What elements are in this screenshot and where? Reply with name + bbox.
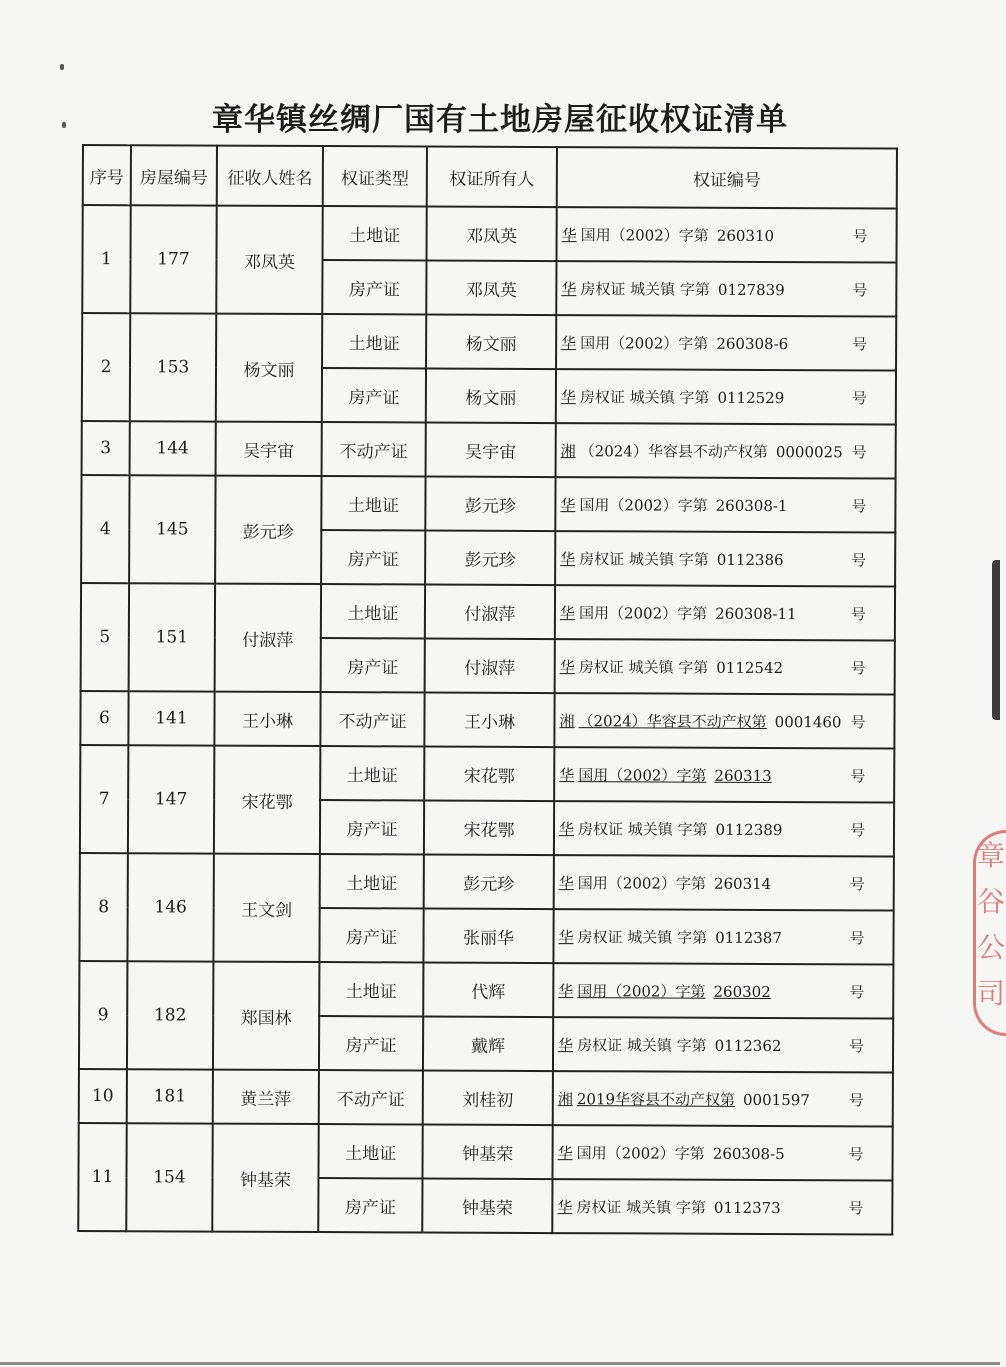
table-row bbox=[80, 853, 894, 911]
cert-suffix: 号 bbox=[848, 1090, 864, 1109]
cert-suffix: 号 bbox=[849, 820, 866, 839]
cert-text: （2024）华容县不动产权第 bbox=[578, 711, 767, 731]
cert-number: 0112529 bbox=[717, 388, 785, 407]
header-cert-owner: 权证所有人 bbox=[427, 147, 557, 208]
cert-suffix: 号 bbox=[848, 1198, 864, 1217]
table-row bbox=[80, 691, 894, 749]
cell-name: 彭元珍 bbox=[215, 476, 321, 584]
cell-cert-type: 房产证 bbox=[318, 1178, 422, 1232]
cell-house-no: 147 bbox=[128, 745, 214, 853]
cell-name: 王小琳 bbox=[214, 692, 320, 746]
cell-seq: 9 bbox=[79, 961, 127, 1069]
cert-prefix: 华 bbox=[559, 765, 575, 784]
page-bottom-edge bbox=[0, 1362, 1000, 1365]
cert-number: 0112387 bbox=[715, 928, 782, 947]
table-row bbox=[81, 475, 895, 533]
cell-cert-number bbox=[556, 315, 896, 370]
cell-house-no: 182 bbox=[127, 961, 213, 1069]
cert-number: 260308-6 bbox=[716, 334, 789, 353]
cell-cert-type: 土地证 bbox=[322, 314, 426, 368]
cell-house-no: 145 bbox=[129, 475, 215, 583]
cell-cert-number bbox=[553, 909, 893, 964]
cell-cert-type: 房产证 bbox=[322, 260, 426, 314]
cell-name: 吴宇宙 bbox=[216, 422, 322, 476]
cert-number: 0112362 bbox=[714, 1036, 782, 1055]
cert-number: 260310 bbox=[716, 226, 775, 245]
cell-cert-owner: 彭元珍 bbox=[424, 854, 554, 909]
cell-cert-type: 土地证 bbox=[321, 584, 425, 638]
header-row bbox=[83, 145, 897, 209]
cell-seq: 5 bbox=[81, 583, 129, 691]
cell-cert-owner: 付淑萍 bbox=[425, 585, 555, 640]
cell-cert-type: 土地证 bbox=[320, 746, 424, 800]
header-cert-type: 权证类型 bbox=[323, 146, 427, 206]
cert-prefix: 湘 bbox=[559, 711, 575, 730]
cert-number: 0112373 bbox=[713, 1198, 781, 1217]
cert-prefix: 华 bbox=[559, 657, 575, 676]
cell-cert-owner: 吴宇宙 bbox=[426, 423, 556, 478]
cell-cert-owner: 宋花鄂 bbox=[424, 800, 554, 855]
cell-cert-number bbox=[555, 531, 895, 586]
cell-cert-type: 土地证 bbox=[320, 854, 424, 908]
cell-seq: 10 bbox=[79, 1069, 127, 1123]
cert-suffix: 号 bbox=[851, 442, 867, 461]
cell-name: 杨文丽 bbox=[216, 314, 322, 422]
cell-cert-type: 土地证 bbox=[319, 962, 423, 1016]
cell-cert-number bbox=[556, 369, 896, 424]
scan-speck bbox=[60, 64, 64, 70]
cert-text: 国用（2002）字第 bbox=[580, 225, 709, 245]
cell-cert-number bbox=[553, 1017, 893, 1072]
cell-cert-number bbox=[553, 1071, 893, 1126]
cert-text: 房权证 城关镇 字第 bbox=[577, 1035, 707, 1055]
cell-cert-number bbox=[554, 801, 894, 856]
cert-prefix: 湘 bbox=[557, 1089, 573, 1108]
cell-cert-type: 房产证 bbox=[321, 530, 425, 584]
cell-house-no: 151 bbox=[129, 583, 215, 691]
cert-suffix: 号 bbox=[849, 874, 865, 893]
cell-cert-type: 房产证 bbox=[319, 1016, 423, 1070]
cert-prefix: 华 bbox=[559, 603, 576, 622]
table-row bbox=[82, 313, 896, 371]
cell-cert-type: 不动产证 bbox=[322, 422, 426, 476]
cert-suffix: 号 bbox=[852, 226, 868, 245]
cert-text: 房权证 城关镇 字第 bbox=[578, 657, 709, 677]
cert-text: 国用（2002）字第 bbox=[578, 603, 708, 623]
cell-name: 钟基荣 bbox=[212, 1124, 318, 1232]
cell-name: 郑国林 bbox=[213, 962, 319, 1070]
cert-suffix: 号 bbox=[851, 550, 867, 569]
cell-name: 王文剑 bbox=[213, 854, 319, 962]
cell-cert-number bbox=[554, 693, 894, 748]
page-edge-shadow bbox=[992, 560, 1000, 720]
cert-text: 房权证 城关镇 字第 bbox=[577, 927, 708, 947]
cell-cert-number bbox=[555, 477, 895, 532]
table-row bbox=[79, 1069, 893, 1127]
cert-number: 0000025 bbox=[775, 442, 843, 461]
cert-prefix: 华 bbox=[560, 495, 576, 514]
cert-number: 0112386 bbox=[716, 550, 784, 569]
cell-house-no: 141 bbox=[128, 691, 214, 745]
cert-suffix: 号 bbox=[850, 658, 866, 677]
header-house-no: 房屋编号 bbox=[131, 145, 217, 205]
cert-number: 260308-5 bbox=[712, 1144, 785, 1163]
table-row bbox=[78, 1123, 892, 1181]
cert-prefix: 华 bbox=[557, 1143, 573, 1162]
cell-house-no: 153 bbox=[130, 313, 216, 421]
cert-suffix: 号 bbox=[851, 388, 867, 407]
cell-cert-owner: 彭元珍 bbox=[425, 531, 555, 586]
cell-name: 黄兰萍 bbox=[213, 1070, 319, 1124]
cell-cert-type: 不动产证 bbox=[319, 1070, 423, 1124]
cert-number: 260313 bbox=[714, 766, 772, 785]
document-title: 章华镇丝绸厂国有土地房屋征收权证清单 bbox=[212, 102, 788, 138]
cert-prefix: 华 bbox=[560, 387, 576, 406]
cert-number: 0112542 bbox=[716, 658, 784, 677]
cell-cert-owner: 刘桂初 bbox=[423, 1070, 553, 1125]
cell-seq: 4 bbox=[81, 475, 129, 583]
cert-prefix: 华 bbox=[558, 1035, 574, 1054]
cert-suffix: 号 bbox=[850, 712, 866, 731]
header-seq: 序号 bbox=[83, 145, 131, 205]
table-row bbox=[81, 583, 895, 641]
cell-cert-owner: 邓凤英 bbox=[426, 207, 556, 262]
header-name: 征收人姓名 bbox=[217, 146, 323, 206]
cell-seq: 7 bbox=[80, 745, 128, 853]
cell-cert-owner: 钟基荣 bbox=[422, 1124, 552, 1179]
cell-cert-number bbox=[555, 585, 895, 640]
cell-cert-type: 房产证 bbox=[321, 638, 425, 692]
cert-prefix: 湘 bbox=[560, 441, 576, 460]
cell-house-no: 154 bbox=[126, 1123, 212, 1231]
cell-seq: 6 bbox=[80, 691, 128, 745]
table-row bbox=[82, 205, 896, 263]
cert-number: 260302 bbox=[713, 982, 771, 1001]
cell-cert-type: 房产证 bbox=[320, 800, 424, 854]
table-body bbox=[78, 205, 896, 1235]
cert-suffix: 号 bbox=[849, 1036, 865, 1055]
cert-suffix: 号 bbox=[849, 982, 865, 1001]
cell-cert-number bbox=[556, 423, 896, 478]
table-row bbox=[80, 745, 894, 803]
cell-cert-owner: 王小琳 bbox=[424, 693, 554, 748]
cert-suffix: 号 bbox=[851, 496, 867, 515]
cell-cert-owner: 杨文丽 bbox=[426, 315, 556, 370]
cell-seq: 8 bbox=[79, 853, 127, 961]
cell-cert-type: 不动产证 bbox=[320, 692, 424, 746]
cert-prefix: 华 bbox=[557, 1197, 573, 1216]
cert-text: 房权证 城关镇 字第 bbox=[580, 279, 710, 299]
table-row bbox=[79, 961, 893, 1019]
cert-text: 房权证 城关镇 字第 bbox=[579, 387, 710, 407]
cell-cert-owner: 邓凤英 bbox=[426, 261, 556, 316]
cell-house-no: 146 bbox=[127, 853, 213, 961]
cell-cert-number bbox=[554, 855, 894, 910]
cert-prefix: 华 bbox=[560, 549, 576, 568]
cell-house-no: 177 bbox=[130, 205, 216, 313]
cert-text: 房权证 城关镇 字第 bbox=[579, 549, 709, 569]
cert-number: 0127839 bbox=[717, 280, 785, 299]
cell-seq: 3 bbox=[82, 421, 130, 475]
cell-cert-number bbox=[552, 1179, 892, 1234]
cell-cert-owner: 宋花鄂 bbox=[424, 746, 554, 801]
cert-number: 260308-11 bbox=[715, 604, 797, 623]
certificate-table bbox=[77, 144, 898, 1236]
cert-number: 260308-1 bbox=[715, 496, 788, 515]
cell-name: 宋花鄂 bbox=[214, 746, 320, 854]
cell-cert-owner: 付淑萍 bbox=[425, 639, 555, 694]
cert-number: 260314 bbox=[713, 874, 772, 893]
cert-text: 国用（2002）字第 bbox=[578, 765, 707, 785]
cert-text: 国用（2002）字第 bbox=[580, 333, 709, 353]
header-cert-number: 权证编号 bbox=[557, 147, 897, 208]
cert-number: 0001460 bbox=[774, 712, 842, 731]
cell-cert-type: 土地证 bbox=[321, 476, 425, 530]
cert-prefix: 华 bbox=[561, 333, 577, 352]
cell-cert-number bbox=[553, 963, 893, 1018]
cell-cert-owner: 彭元珍 bbox=[425, 477, 555, 532]
cert-suffix: 号 bbox=[850, 766, 866, 785]
cert-suffix: 号 bbox=[852, 280, 868, 299]
cell-cert-number bbox=[554, 747, 894, 802]
cert-prefix: 华 bbox=[558, 873, 574, 892]
cert-number: 0001597 bbox=[743, 1090, 810, 1109]
cert-prefix: 华 bbox=[558, 819, 575, 838]
cert-suffix: 号 bbox=[849, 928, 865, 947]
cert-prefix: 华 bbox=[561, 279, 577, 298]
cert-text: 房权证 城关镇 字第 bbox=[577, 819, 708, 839]
cert-suffix: 号 bbox=[848, 1144, 864, 1163]
cert-text: 国用（2002）字第 bbox=[579, 495, 708, 515]
cell-cert-number bbox=[556, 261, 896, 316]
cell-cert-type: 土地证 bbox=[318, 1124, 422, 1178]
cell-seq: 2 bbox=[82, 313, 130, 421]
cell-cert-owner: 代辉 bbox=[423, 962, 553, 1017]
cert-prefix: 华 bbox=[558, 981, 574, 1000]
cell-cert-owner: 杨文丽 bbox=[426, 369, 556, 424]
cell-cert-type: 房产证 bbox=[322, 368, 426, 422]
cell-cert-owner: 钟基荣 bbox=[422, 1178, 552, 1233]
table-row bbox=[82, 421, 896, 479]
cell-cert-number bbox=[552, 1125, 892, 1180]
cell-cert-owner: 张丽华 bbox=[423, 908, 553, 963]
cert-text: 2019华容县不动产权第 bbox=[576, 1089, 736, 1109]
red-seal-stamp: 章 谷 公 司 bbox=[973, 830, 1006, 1036]
cert-suffix: 号 bbox=[852, 334, 868, 353]
cell-name: 付淑萍 bbox=[215, 584, 321, 692]
cell-cert-number bbox=[555, 639, 895, 694]
cert-text: 国用（2002）字第 bbox=[576, 1143, 705, 1163]
cell-cert-number bbox=[556, 207, 896, 262]
cert-text: 房权证 城关镇 字第 bbox=[576, 1197, 706, 1217]
cell-cert-type: 房产证 bbox=[319, 908, 423, 962]
cell-house-no: 181 bbox=[127, 1069, 213, 1123]
cert-prefix: 华 bbox=[558, 927, 574, 946]
cell-cert-type: 土地证 bbox=[322, 206, 426, 260]
cert-suffix: 号 bbox=[850, 604, 866, 623]
cert-number: 0112389 bbox=[715, 820, 783, 839]
cert-text: 国用（2002）字第 bbox=[577, 981, 706, 1001]
cert-text: （2024）华容县不动产权第 bbox=[579, 441, 768, 461]
cert-text: 国用（2002）字第 bbox=[577, 873, 707, 893]
cell-cert-owner: 戴辉 bbox=[423, 1016, 553, 1071]
cell-seq: 1 bbox=[82, 205, 130, 313]
cert-prefix: 华 bbox=[561, 225, 577, 244]
cell-house-no: 144 bbox=[130, 421, 216, 475]
cell-name: 邓凤英 bbox=[216, 206, 322, 314]
cell-seq: 11 bbox=[78, 1123, 126, 1231]
